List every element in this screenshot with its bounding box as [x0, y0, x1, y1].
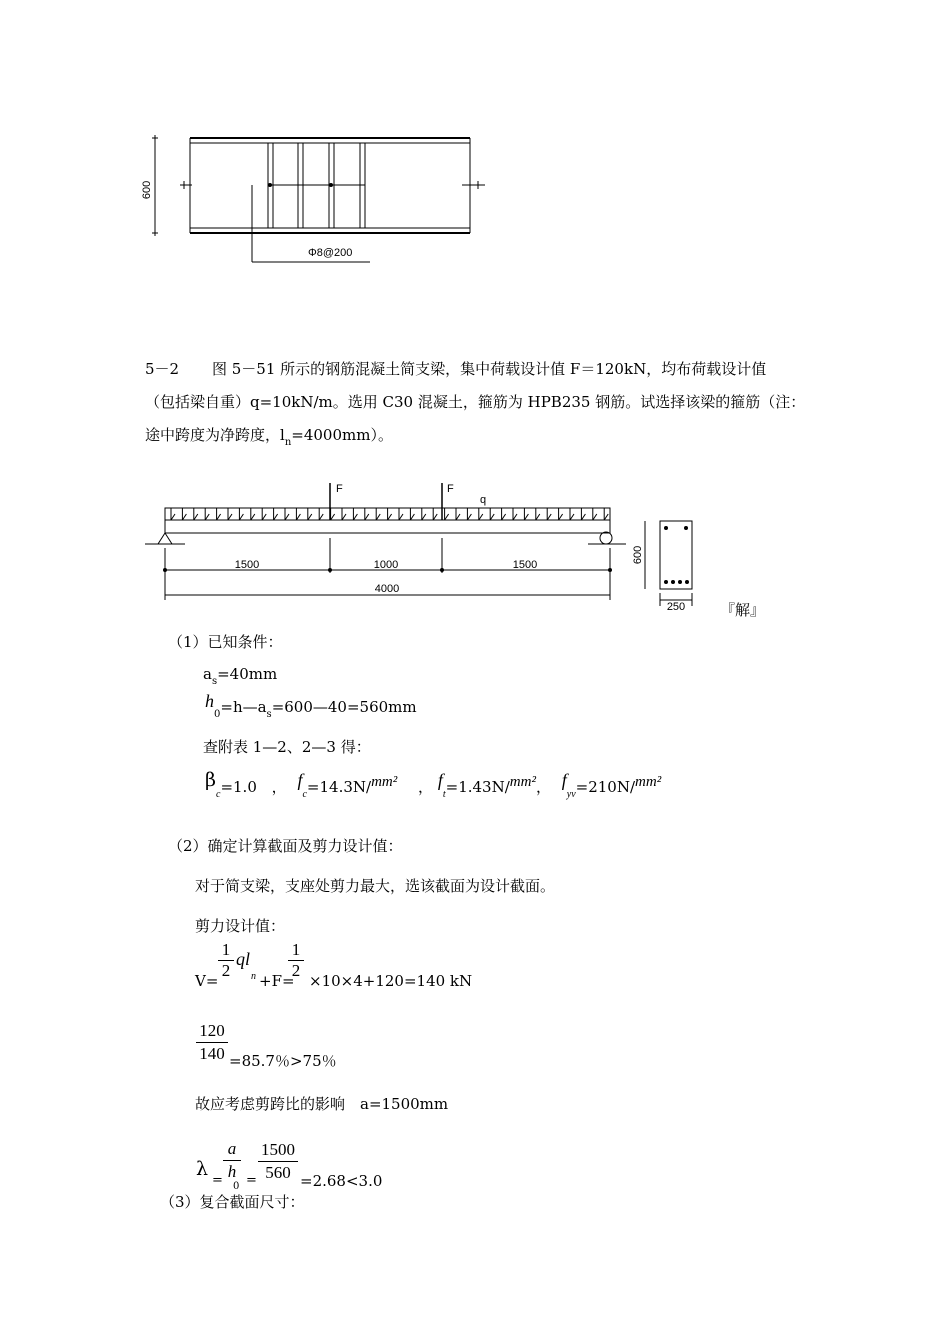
problem-line-3: 途中跨度为净跨度，$l_n=4000mm$）。	[145, 426, 393, 448]
as-equation: $a_s=40mm$	[203, 665, 278, 687]
roller-support	[600, 532, 612, 544]
dim-1500-left: 1500	[234, 559, 260, 571]
step1-title: （1）已知条件：	[168, 633, 283, 651]
load-tick-head	[433, 514, 437, 520]
v-end: ×10×4+120=140 kN	[309, 972, 473, 990]
fig1-height-label: 600	[141, 180, 153, 200]
section-height: 600	[632, 545, 644, 565]
load-tick-head	[524, 514, 528, 520]
load-tick-head	[513, 514, 517, 520]
load-tick-head	[604, 514, 608, 520]
beam-stirrup-figure	[140, 130, 500, 270]
section-width: 250	[666, 601, 686, 613]
dim-1500-right: 1500	[512, 559, 538, 571]
cross-section	[660, 521, 692, 589]
step2-text-2: 剪力设计值：	[195, 917, 286, 935]
load-tick-head	[399, 514, 403, 520]
lambda-eq-1: =	[212, 1173, 223, 1188]
load-tick-head	[331, 514, 335, 520]
load-tick-head	[559, 514, 563, 520]
dim-4000: 4000	[374, 583, 400, 595]
a-over-h0: $\frac{a}{h}$	[223, 1138, 241, 1183]
label-q: q	[480, 494, 487, 506]
step3-title: （3）复合截面尺寸：	[160, 1193, 305, 1211]
v-label: V=	[195, 972, 219, 990]
load-tick-head	[353, 514, 357, 520]
material-constants: $\beta_c=1.0$ ， $f_c=14.3N$/mm² ， $f_t=1.43N$/mm²， $f_{yv}=210N$/mm²	[205, 769, 662, 800]
h0-subscript: 0	[233, 1181, 240, 1192]
distributed-load-q	[171, 508, 608, 520]
label-F1: F	[336, 483, 343, 495]
load-tick-head	[467, 514, 471, 520]
load-tick-head	[536, 514, 540, 520]
load-tick-head	[194, 514, 198, 520]
problem-line-1: 图 5－51 所示的钢筋混凝土简支梁，集中荷载设计值 F＝120kN，均布荷载设计值	[212, 360, 767, 378]
load-tick-head	[456, 514, 460, 520]
fraction-half-2: $\frac{1}{2}$	[288, 940, 304, 981]
load-tick-head	[285, 514, 289, 520]
load-tick-head	[581, 514, 585, 520]
ratio-fraction: $\frac{120}{140}$	[196, 1020, 228, 1065]
fraction-half-1: $\frac{1}{2}$	[218, 940, 234, 981]
load-tick-head	[502, 514, 506, 520]
step2-text-3: 故应考虑剪跨比的影响 a=1500mm	[195, 1095, 449, 1113]
fig1-stirrup-label: Φ8@200	[308, 247, 353, 259]
ql-term: ql	[236, 949, 251, 969]
load-tick-head	[570, 514, 574, 520]
lambda-symbol: λ	[196, 1158, 209, 1180]
load-tick-head	[228, 514, 232, 520]
load-tick-head	[365, 514, 369, 520]
load-tick-head	[593, 514, 597, 520]
load-tick-head	[182, 514, 186, 520]
fraction-1500-560: $\frac{1500}{560}$	[258, 1139, 298, 1184]
step2-text-1: 对于简支梁，支座处剪力最大，选该截面为设计截面。	[195, 877, 556, 895]
load-tick-head	[342, 514, 346, 520]
load-tick-head	[171, 514, 175, 520]
simply-supported-beam-figure	[140, 478, 700, 613]
load-tick-head	[239, 514, 243, 520]
load-tick-head	[217, 514, 221, 520]
load-tick-head	[308, 514, 312, 520]
load-tick-head	[445, 514, 449, 520]
ql-subscript: n	[251, 971, 256, 982]
load-tick-head	[274, 514, 278, 520]
step2-title: （2）确定计算截面及剪力设计值：	[168, 837, 403, 855]
load-tick-head	[376, 514, 380, 520]
load-tick-head	[388, 514, 392, 520]
lambda-value: =2.68<3.0	[300, 1172, 383, 1190]
load-tick-head	[422, 514, 426, 520]
load-tick-head	[490, 514, 494, 520]
ratio-value: =85.7％>75％	[229, 1052, 337, 1070]
problem-number: 5－2	[145, 360, 180, 378]
load-tick-head	[262, 514, 266, 520]
solution-tag: 『解』	[720, 601, 766, 619]
load-tick-head	[319, 514, 323, 520]
load-tick-head	[251, 514, 255, 520]
h0-equation: $h_0=h—a_s=600—40=560mm$	[205, 691, 417, 720]
problem-line-2: （包括梁自重）q=10kN/m。选用 C30 混凝土，箍筋为 HPB235 钢筋。试选择该梁的箍筋（注：	[145, 393, 806, 411]
load-tick-head	[205, 514, 209, 520]
load-tick-head	[296, 514, 300, 520]
v-mid: +F=	[259, 972, 295, 990]
lambda-eq-2: =	[246, 1173, 257, 1188]
table-reference: 查附表 1—2、2—3 得：	[203, 738, 371, 756]
load-tick-head	[410, 514, 414, 520]
dim-1000: 1000	[373, 559, 399, 571]
load-tick-head	[479, 514, 483, 520]
pin-support	[158, 533, 172, 544]
load-tick-head	[547, 514, 551, 520]
label-F2: F	[447, 483, 454, 495]
